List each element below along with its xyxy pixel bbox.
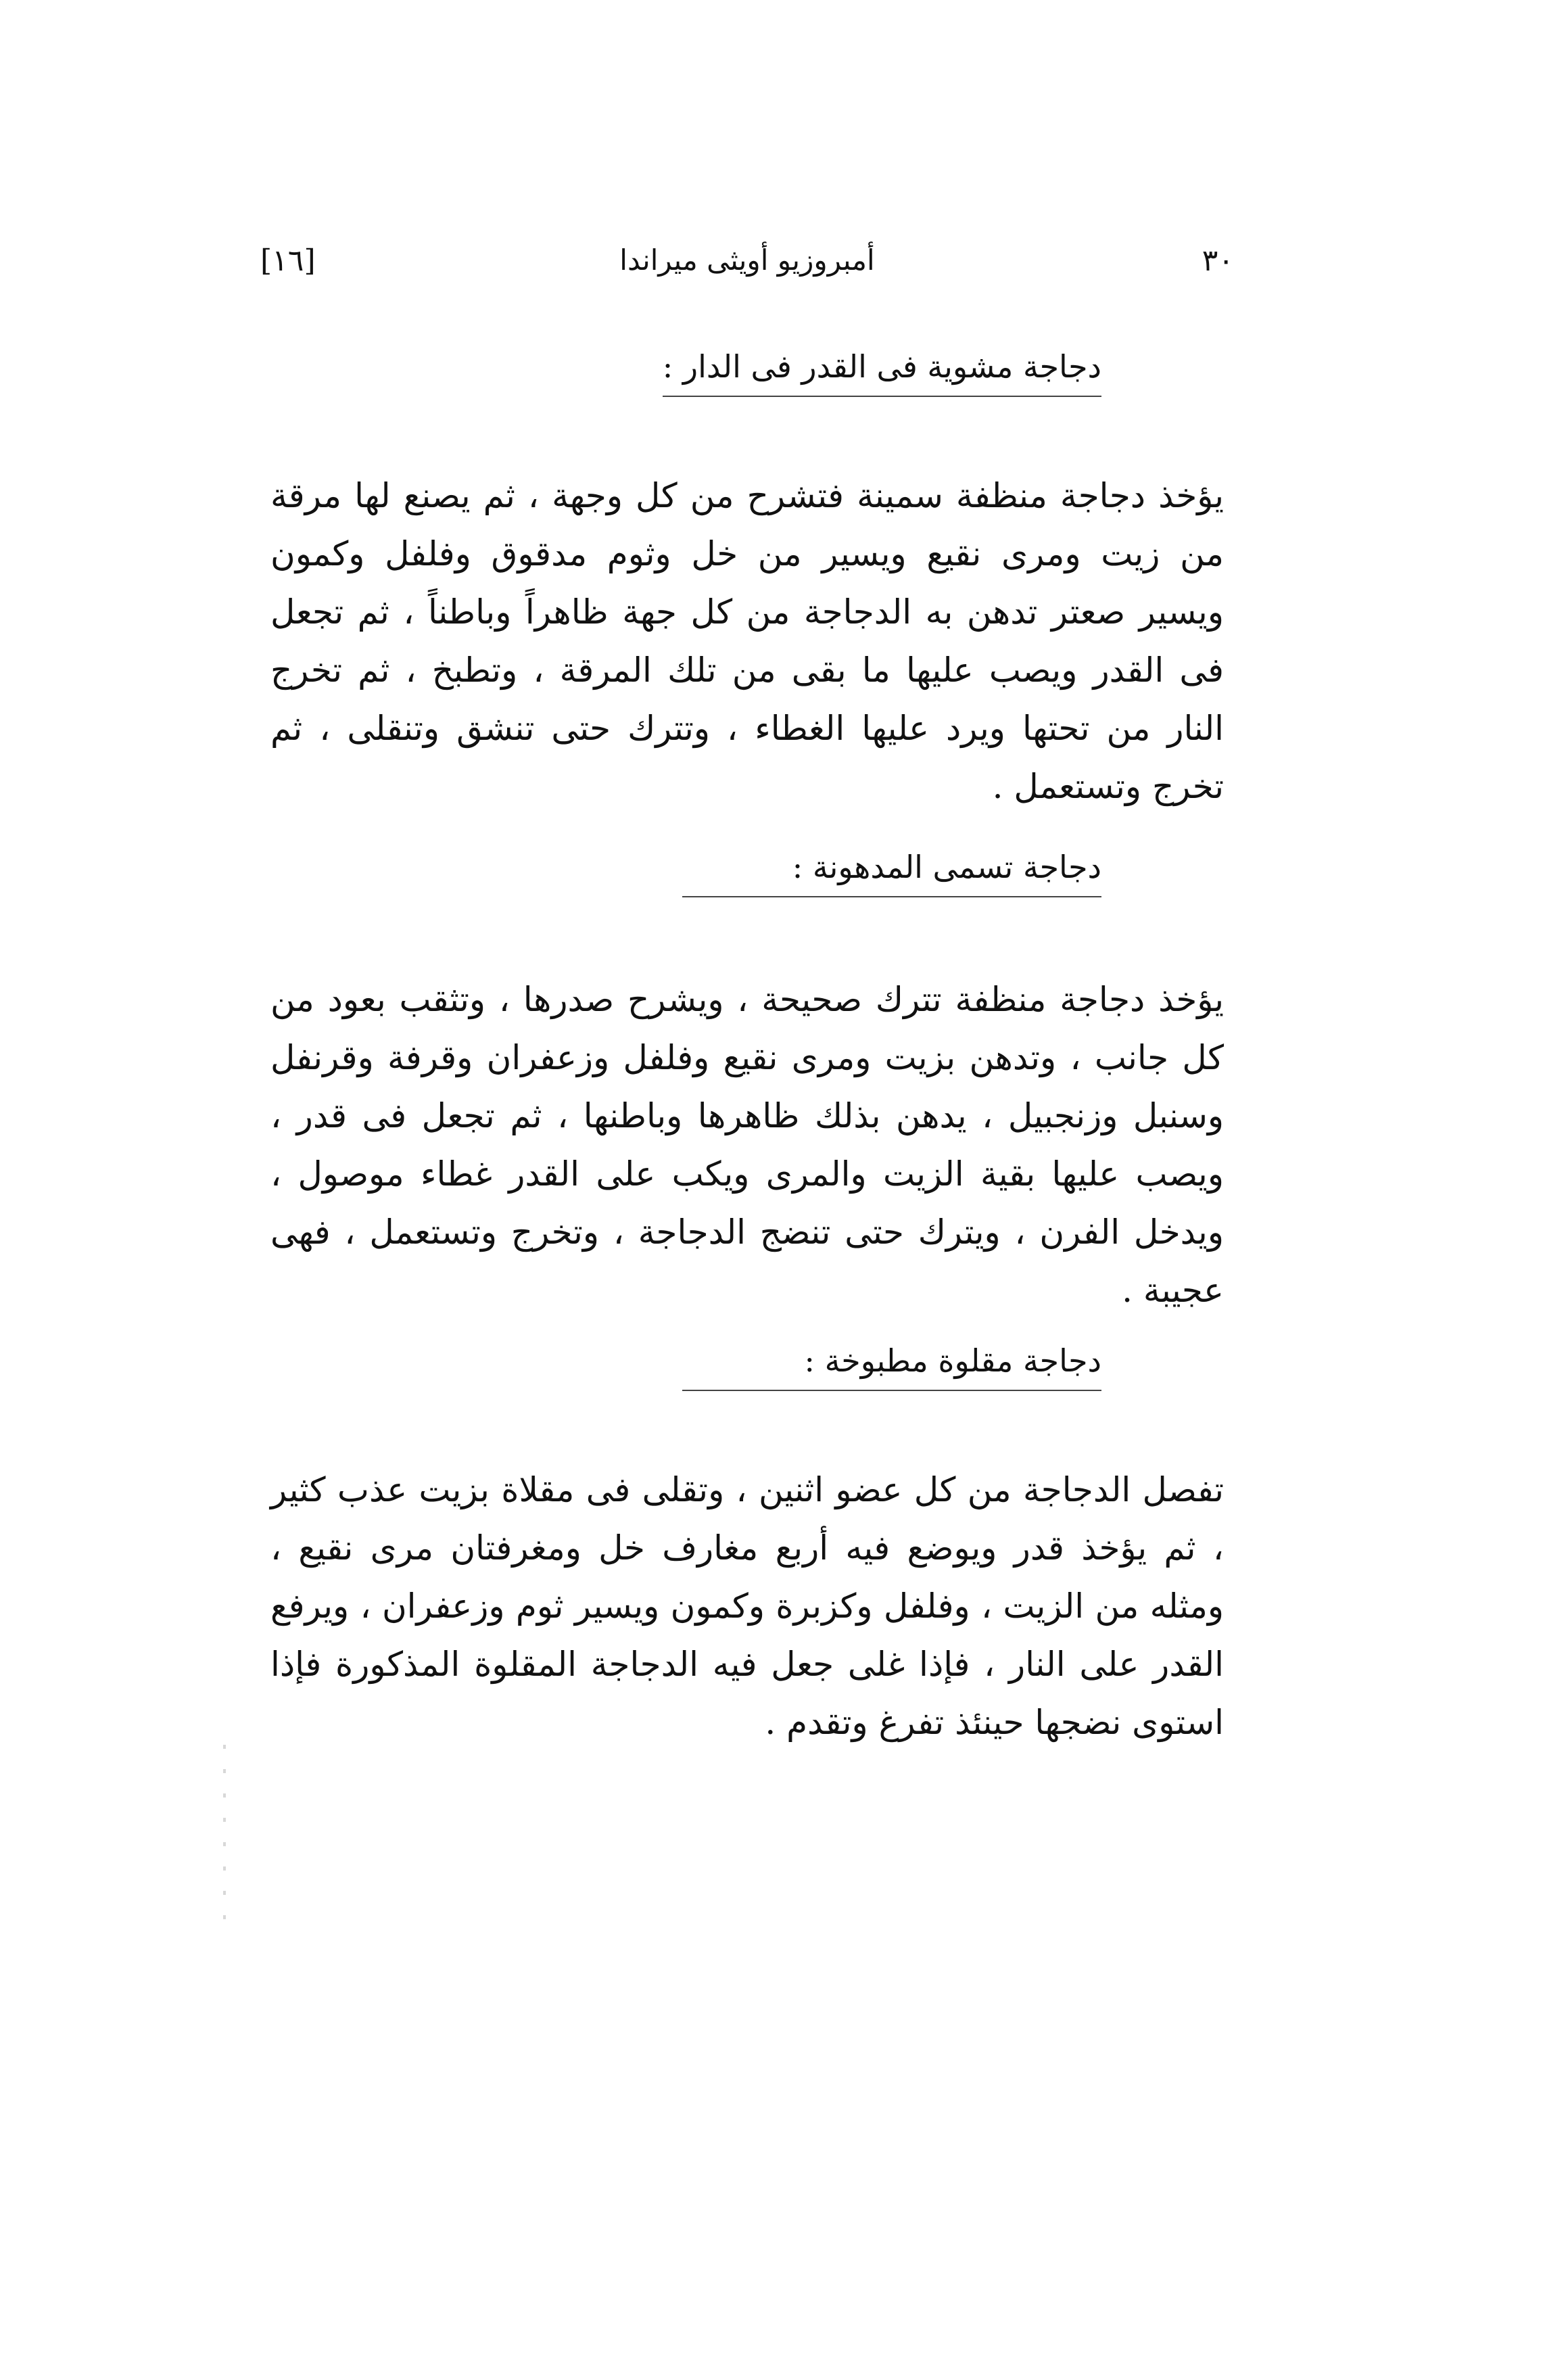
page-number: ٣٠ <box>1202 243 1234 278</box>
section-paragraph: يؤخذ دجاجة منظفة سمينة فتشرح من كل وجهة ، ثم يصنع لها مرقة من زيت ومرى نقيع ويسير من خل وثوم مدقوق وفلفل وكمون ويسير صعتر تدهن به الدجاجة من كل جهة ظاهراً وباطناً ، ثم تجعل فى القدر ويصب عليها ما بقى من تلك المرقة ، وتطبخ ، ثم تخرج النار من تحتها ويرد عليها الغطاء ، وتترك حتى تنشق وتنقلى ، ثم تخرج وتستعمل . <box>270 476 1224 806</box>
section-heading: دجاجة مقلوة مطبوخة : <box>682 1342 1101 1391</box>
scan-margin-mark <box>223 1745 226 1934</box>
section-paragraph: تفصل الدجاجة من كل عضو اثنين ، وتقلى فى مقلاة بزيت عذب كثير ، ثم يؤخذ قدر ويوضع فيه أربع مغارف خل ومغرفتان مرى نقيع ، ومثله من الزيت ، وفلفل وكزبرة وكمون ويسير ثوم وزعفران ، ويرفع القدر على النار ، فإذا غلى جعل فيه الدجاجة المقلوة المذكورة فإذا استوى نضجها حينئذ تفرغ وتقدم . <box>270 1470 1224 1742</box>
running-header <box>260 243 1234 298</box>
folio-number: [١٦] <box>260 243 316 278</box>
section-paragraph: يؤخذ دجاجة منظفة تترك صحيحة ، ويشرح صدرها ، وتثقب بعود من كل جانب ، وتدهن بزيت ومرى نقيع وفلفل وزعفران وقرفة وقرنفل وسنبل وزنجبيل ، يدهن بذلك ظاهرها وباطنها ، ثم تجعل فى قدر ، ويصب عليها بقية الزيت والمرى ويكب على القدر غطاء موصول ، ويدخل الفرن ، ويترك حتى تنضج الدجاجة ، وتخرج وتستعمل ، فهى عجيبة . <box>270 980 1224 1310</box>
running-title: أمبروزيو أويثى ميراندا <box>619 243 875 277</box>
section-heading: دجاجة تسمى المدهونة : <box>682 849 1101 897</box>
section-heading: دجاجة مشوية فى القدر فى الدار : <box>663 348 1101 397</box>
